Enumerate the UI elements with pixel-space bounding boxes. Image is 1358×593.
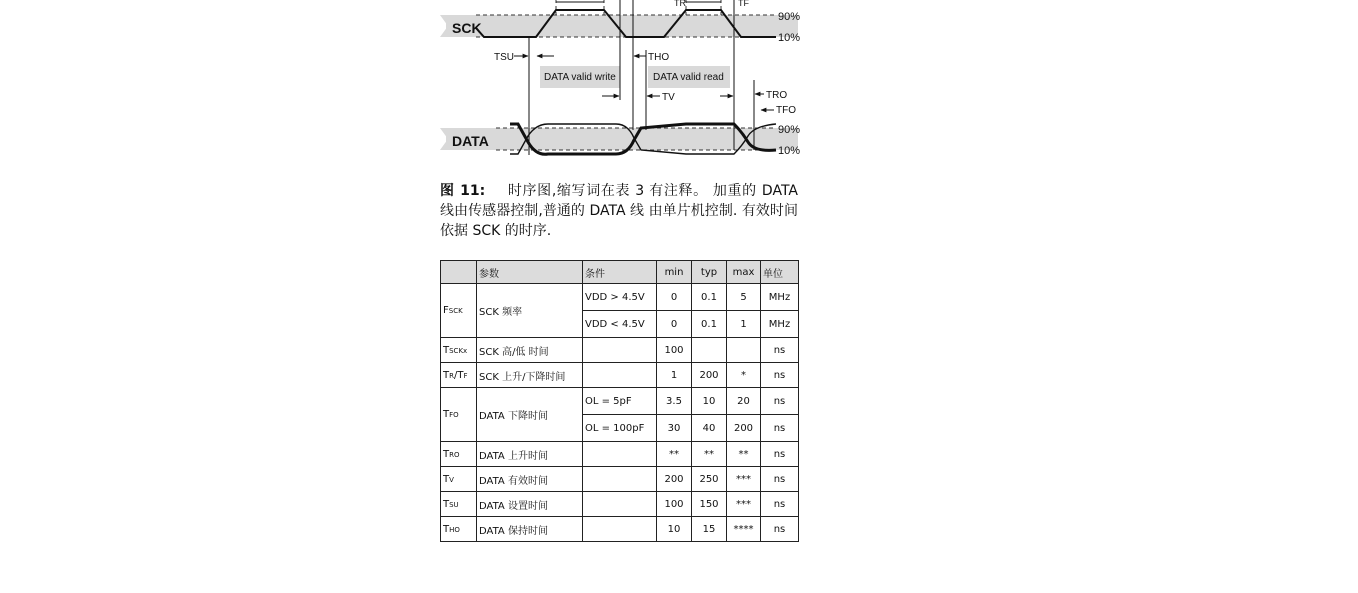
- condition-cell: [583, 517, 657, 542]
- typ-cell: 10: [692, 388, 727, 415]
- caption-text: 时序图,缩写词在表 3 有注释。 加重的 DATA 线由传感器控制,普通的 DATA 线 由单片机控制. 有效时间依据 SCK 的时序.: [440, 183, 798, 239]
- unit-cell: MHz: [761, 284, 799, 311]
- tr-label: TR: [674, 0, 686, 8]
- min-cell: 0: [657, 311, 692, 338]
- header-typ: typ: [692, 261, 727, 284]
- min-cell: 100: [657, 492, 692, 517]
- table-row: [441, 338, 799, 363]
- data-90-label: 90%: [778, 124, 801, 136]
- header-max: max: [727, 261, 761, 284]
- tho-label: THO: [648, 52, 670, 63]
- symbol-cell: TRO: [441, 442, 477, 467]
- min-cell: **: [657, 442, 692, 467]
- typ-cell: 0.1: [692, 284, 727, 311]
- max-cell: *: [727, 363, 761, 388]
- symbol-cell: TFO: [441, 388, 477, 442]
- max-cell: ***: [727, 492, 761, 517]
- condition-cell: VDD > 4.5V: [583, 284, 657, 311]
- figure-caption: [440, 181, 798, 241]
- tro-label: TRO: [766, 90, 788, 101]
- max-cell: **: [727, 442, 761, 467]
- param-cell: DATA 上升时间: [477, 442, 583, 467]
- figure-number: 图 11:: [440, 183, 486, 199]
- condition-cell: [583, 442, 657, 467]
- condition-cell: OL = 100pF: [583, 415, 657, 442]
- param-cell: SCK 上升/下降时间: [477, 363, 583, 388]
- typ-cell: 200: [692, 363, 727, 388]
- unit-cell: MHz: [761, 311, 799, 338]
- param-cell: SCK 频率: [477, 284, 583, 338]
- unit-cell: ns: [761, 492, 799, 517]
- param-cell: DATA 设置时间: [477, 492, 583, 517]
- symbol-cell: THO: [441, 517, 477, 542]
- param-cell: DATA 下降时间: [477, 388, 583, 442]
- min-cell: 3.5: [657, 388, 692, 415]
- min-cell: 30: [657, 415, 692, 442]
- typ-cell: 15: [692, 517, 727, 542]
- condition-cell: [583, 467, 657, 492]
- header-condition: 条件: [583, 261, 657, 284]
- table-row: [441, 284, 799, 311]
- data-label: DATA: [452, 133, 489, 149]
- header-param: 参数: [477, 261, 583, 284]
- table-row: [441, 517, 799, 542]
- unit-cell: ns: [761, 517, 799, 542]
- max-cell: 200: [727, 415, 761, 442]
- param-cell: SCK 高/低 时间: [477, 338, 583, 363]
- max-cell: ***: [727, 467, 761, 492]
- table-row: [441, 388, 799, 415]
- sck-band: [446, 15, 798, 37]
- write-window-label: DATA valid write: [544, 72, 616, 83]
- min-cell: 200: [657, 467, 692, 492]
- table-row: [441, 363, 799, 388]
- unit-cell: ns: [761, 442, 799, 467]
- sck-10-label: 10%: [778, 32, 801, 44]
- symbol-cell: TSU: [441, 492, 477, 517]
- table-row: [441, 467, 799, 492]
- symbol-cell: TR/TF: [441, 363, 477, 388]
- max-cell: 20: [727, 388, 761, 415]
- typ-cell: 250: [692, 467, 727, 492]
- min-cell: 100: [657, 338, 692, 363]
- min-cell: 10: [657, 517, 692, 542]
- header-min: min: [657, 261, 692, 284]
- table-row: [441, 492, 799, 517]
- data-10-label: 10%: [778, 145, 801, 157]
- typ-cell: 150: [692, 492, 727, 517]
- table-row: [441, 442, 799, 467]
- condition-cell: [583, 338, 657, 363]
- typ-cell: 0.1: [692, 311, 727, 338]
- typ-cell: **: [692, 442, 727, 467]
- condition-cell: OL = 5pF: [583, 388, 657, 415]
- param-cell: DATA 有效时间: [477, 467, 583, 492]
- tsu-label: TSU: [494, 52, 514, 63]
- symbol-cell: FSCK: [441, 284, 477, 338]
- table-header-row: [441, 261, 799, 284]
- timing-spec-table: [440, 260, 799, 542]
- unit-cell: ns: [761, 388, 799, 415]
- tfo-label: TFO: [776, 105, 796, 116]
- unit-cell: ns: [761, 363, 799, 388]
- max-cell: 1: [727, 311, 761, 338]
- max-cell: [727, 338, 761, 363]
- sck-label: SCK: [452, 20, 482, 36]
- unit-cell: ns: [761, 467, 799, 492]
- max-cell: ****: [727, 517, 761, 542]
- symbol-cell: TSCKx: [441, 338, 477, 363]
- typ-cell: [692, 338, 727, 363]
- typ-cell: 40: [692, 415, 727, 442]
- sck-90-label: 90%: [778, 11, 801, 23]
- min-cell: 0: [657, 284, 692, 311]
- timing-diagram: [436, 0, 816, 170]
- unit-cell: ns: [761, 338, 799, 363]
- tv-label: TV: [662, 92, 675, 103]
- param-cell: DATA 保持时间: [477, 517, 583, 542]
- min-cell: 1: [657, 363, 692, 388]
- condition-cell: [583, 363, 657, 388]
- unit-cell: ns: [761, 415, 799, 442]
- tf-label: TF: [738, 0, 749, 8]
- header-symbol: [441, 261, 477, 284]
- header-unit: 单位: [761, 261, 799, 284]
- condition-cell: VDD < 4.5V: [583, 311, 657, 338]
- max-cell: 5: [727, 284, 761, 311]
- condition-cell: [583, 492, 657, 517]
- read-window-label: DATA valid read: [653, 72, 724, 83]
- symbol-cell: TV: [441, 467, 477, 492]
